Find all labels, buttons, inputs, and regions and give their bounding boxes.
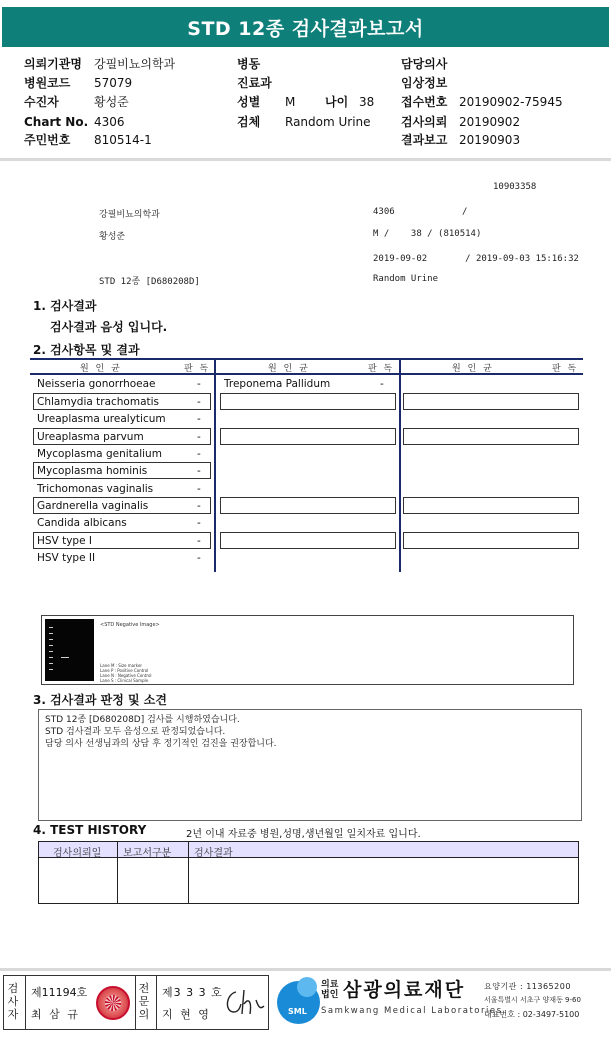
brand-english: Samkwang Medical Laboratories	[321, 1006, 503, 1016]
examiner-name: 최 삼 규	[31, 1008, 80, 1021]
pathogen-result: -	[197, 500, 201, 512]
pathogen-result: -	[197, 517, 201, 529]
gel-band	[61, 657, 69, 658]
opinion-line: STD 12종 [D680208D] 검사를 시행하였습니다.	[45, 715, 240, 725]
handwritten-signature-icon	[222, 986, 266, 1020]
gel-legend: Lane M : Size marker	[100, 663, 143, 668]
gel-band	[49, 645, 53, 646]
pathogen-name: Candida albicans	[37, 517, 127, 529]
divider-top	[0, 158, 611, 161]
pathogen-result: -	[197, 552, 201, 564]
col-head-pathogen: 원 인 균	[80, 364, 122, 374]
header-row: 진료과	[237, 76, 272, 90]
history-col-request-date: 검사의뢰일	[53, 848, 102, 859]
header-row: 결과보고 20190903	[401, 133, 521, 147]
opinion-line: STD 검사결과 모두 음성으로 판정되었습니다.	[45, 727, 226, 737]
col-head-result: 판 독	[368, 364, 395, 374]
gel-band	[49, 651, 53, 652]
pathogen-name: Ureaplasma urealyticum	[37, 413, 166, 425]
history-col-divider	[117, 842, 118, 903]
table-col-divider	[214, 358, 216, 572]
history-col-divider	[188, 842, 189, 903]
opinion-line: 담당 의사 선생님과의 상담 후 정기적인 검진을 권장합니다.	[45, 739, 277, 749]
header-row: Chart No. 4306	[24, 115, 125, 129]
institution-code: 요양기관 : 11365200	[484, 982, 571, 991]
pathogen-name: Mycoplasma hominis	[37, 465, 148, 477]
row-box	[403, 532, 579, 549]
gel-band	[49, 633, 53, 634]
pathogen-result: -	[197, 535, 201, 547]
section-2-title: 2. 검사항목 및 결과	[33, 343, 140, 357]
gel-band	[49, 627, 53, 628]
pathogen-result: -	[197, 483, 201, 495]
header-row: 성별 M 나이 38	[237, 95, 375, 109]
pathogen-result: -	[197, 396, 201, 408]
header-row: 접수번호 20190902-75945	[401, 95, 563, 109]
print-sex-age: M / 38 / (810514)	[373, 229, 482, 239]
print-test: STD 12종 [D680208D]	[99, 277, 200, 287]
row-box	[220, 497, 396, 514]
print-slash: /	[462, 207, 468, 217]
print-chart: 4306	[373, 207, 395, 217]
role-label-examiner: 검 사 자	[7, 982, 19, 1021]
report-title: STD 12종 검사결과보고서	[2, 7, 609, 47]
brand-address: 서울특별시 서초구 양재동 9-60	[484, 996, 581, 1004]
section-3-title: 3. 검사결과 판정 및 소견	[33, 693, 167, 707]
pathogen-result: -	[197, 431, 201, 443]
section-1-title: 1. 검사결과	[33, 299, 97, 313]
signature-divider	[135, 976, 136, 1029]
history-table	[38, 841, 579, 904]
print-hospital: 강필비뇨의학과	[99, 210, 160, 220]
examiner-license: 제11194호	[31, 986, 88, 999]
result-summary: 검사결과 음성 입니다.	[50, 320, 168, 334]
history-header-row	[39, 842, 578, 858]
col-head-pathogen: 원 인 균	[268, 364, 310, 374]
row-box	[220, 532, 396, 549]
header-row: 담당의사	[401, 57, 448, 71]
print-dates: 2019-09-02 / 2019-09-03 15:16:32	[373, 254, 579, 264]
col-head-result: 판 독	[552, 364, 579, 374]
pathogen-name: Gardnerella vaginalis	[37, 500, 149, 512]
gel-legend: Lane N : Negative Control	[100, 673, 152, 678]
pathogen-name: HSV type I	[37, 535, 92, 547]
sml-logo-icon: SML	[277, 981, 320, 1024]
history-note: 2년 이내 자료중 병원,성명,생년월일 일치자료 입니다.	[186, 829, 421, 840]
header-row: 검체 Random Urine	[237, 115, 371, 129]
header-row: 의뢰기관명 강필비뇨의학과	[24, 57, 176, 71]
row-box	[403, 428, 579, 445]
signature-box	[3, 975, 269, 1030]
pathogen-result: -	[197, 448, 201, 460]
pathogen-name: Trichomonas vaginalis	[37, 483, 154, 495]
row-box	[220, 428, 396, 445]
pathogen-result: -	[197, 413, 201, 425]
signature-divider	[25, 976, 26, 1029]
brand-name: 삼광의료재단	[343, 979, 466, 1001]
gel-band	[49, 657, 53, 658]
header-row: 병원코드 57079	[24, 76, 133, 90]
pathogen-name: Ureaplasma parvum	[37, 431, 144, 443]
header-row: 수진자 황성준	[24, 95, 129, 109]
pathogen-name: Mycoplasma genitalium	[37, 448, 162, 460]
history-col-report-type: 보고서구분	[123, 848, 172, 859]
gel-band	[49, 663, 53, 664]
signature-divider	[156, 976, 157, 1029]
col-head-pathogen: 원 인 균	[452, 364, 494, 374]
gel-legend: Lane S : Clinical Sample	[100, 678, 149, 683]
specialist-license: 제3 3 3 호	[162, 986, 223, 999]
sml-logo-accent-icon	[297, 977, 317, 997]
history-col-result: 검사결과	[194, 848, 233, 859]
print-patient: 황성준	[99, 232, 126, 242]
row-box	[220, 393, 396, 410]
header-row: 주민번호 810514-1	[24, 133, 152, 147]
gel-band	[49, 639, 53, 640]
divider-bottom	[0, 968, 611, 971]
pathogen-name: Neisseria gonorrhoeae	[37, 378, 156, 390]
gel-image-panel	[41, 615, 574, 685]
col-head-result: 판 독	[184, 364, 211, 374]
table-col-divider	[399, 358, 401, 572]
brand-phone: 대표번호 : 02-3497-5100	[484, 1010, 580, 1019]
corp-prefix: 의료 법인	[321, 980, 339, 1000]
official-seal-icon	[96, 986, 130, 1020]
gel-legend: Lane P : Positive Control	[100, 668, 149, 673]
opinion-box	[38, 709, 582, 821]
specialist-name: 지 현 영	[162, 1008, 211, 1021]
pathogen-name: Treponema Pallidum	[224, 378, 331, 390]
gel-electrophoresis-image	[45, 619, 94, 681]
pathogen-result: -	[197, 465, 201, 477]
row-box	[403, 497, 579, 514]
header-row: 병동	[237, 57, 261, 71]
gel-band	[49, 669, 53, 670]
table-top-rule	[30, 358, 583, 360]
document-id: 10903358	[493, 182, 537, 192]
header-row: 검사의뢰 20190902	[401, 115, 521, 129]
pathogen-name: HSV type II	[37, 552, 96, 564]
print-specimen: Random Urine	[373, 274, 439, 284]
pathogen-name: Chlamydia trachomatis	[37, 396, 160, 408]
gel-caption: <STD Negative Image>	[100, 622, 160, 628]
pathogen-result: -	[380, 378, 384, 390]
row-box	[403, 393, 579, 410]
pathogen-result: -	[197, 378, 201, 390]
section-4-title: 4. TEST HISTORY	[33, 823, 147, 837]
role-label-specialist: 전 문 의	[138, 982, 150, 1021]
header-row: 임상정보	[401, 76, 448, 90]
